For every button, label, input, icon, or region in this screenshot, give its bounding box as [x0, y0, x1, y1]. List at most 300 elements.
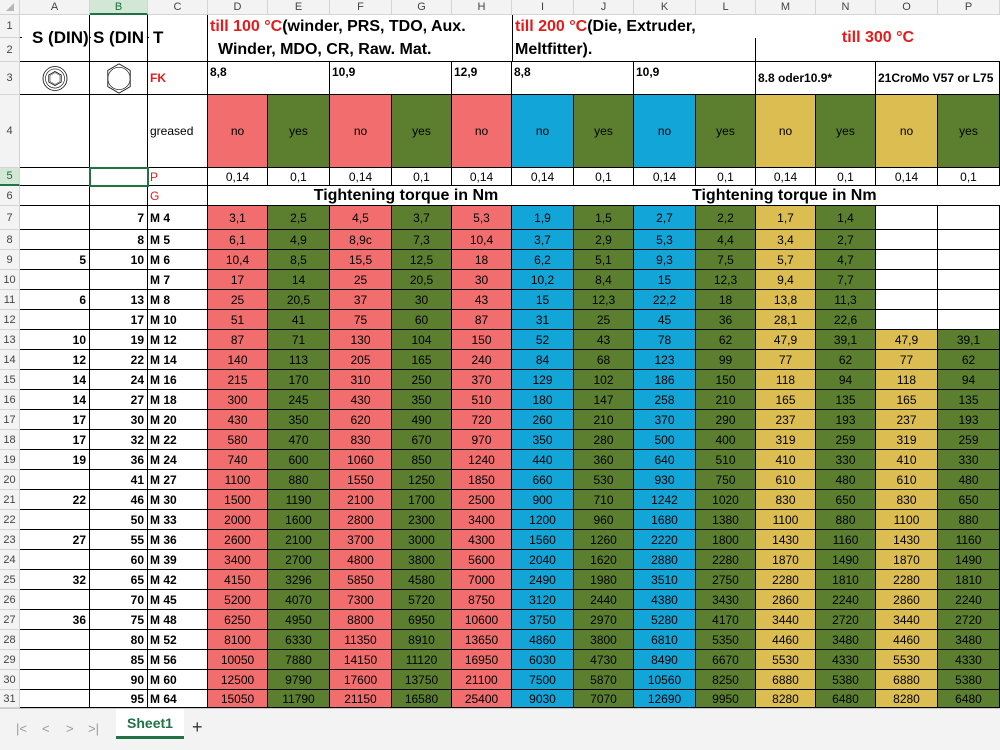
column-header-n[interactable]: N [816, 0, 876, 15]
torque-value[interactable]: 13,8 [756, 290, 816, 310]
row-header-15[interactable]: 15 [0, 370, 20, 390]
torque-value[interactable]: 39,1 [816, 330, 876, 350]
torque-value[interactable]: 9,3 [634, 250, 696, 270]
torque-value[interactable]: 245 [268, 390, 330, 410]
torque-value[interactable]: 319 [756, 430, 816, 450]
torque-value[interactable]: 130 [330, 330, 392, 350]
torque-value[interactable]: 3800 [574, 630, 634, 650]
torque-value[interactable]: 10600 [452, 610, 512, 630]
greased-value[interactable]: yes [696, 95, 756, 168]
torque-value[interactable]: 330 [938, 450, 1000, 470]
thread-size[interactable]: M 60 [148, 670, 208, 690]
table-a-value[interactable]: 32 [20, 570, 90, 590]
torque-value[interactable]: 2100 [330, 490, 392, 510]
table-b-value[interactable]: 32 [90, 430, 148, 450]
torque-value[interactable]: 15 [512, 290, 574, 310]
torque-value[interactable]: 2860 [876, 590, 938, 610]
thread-size[interactable]: M 39 [148, 550, 208, 570]
torque-value[interactable]: 830 [756, 490, 816, 510]
column-header-i[interactable]: I [512, 0, 574, 15]
torque-value[interactable]: 28,1 [756, 310, 816, 330]
torque-value[interactable]: 4460 [876, 630, 938, 650]
torque-value[interactable]: 4300 [452, 530, 512, 550]
thread-size[interactable]: M 52 [148, 630, 208, 650]
torque-value[interactable]: 165 [392, 350, 452, 370]
torque-value[interactable]: 4730 [574, 650, 634, 670]
table-a-value[interactable]: 36 [20, 610, 90, 630]
torque-value[interactable]: 2220 [634, 530, 696, 550]
row-header-10[interactable]: 10 [0, 270, 20, 290]
torque-value[interactable]: 118 [876, 370, 938, 390]
torque-value[interactable]: 47,9 [876, 330, 938, 350]
greased-value[interactable]: yes [268, 95, 330, 168]
greased-label[interactable]: greased [148, 95, 208, 168]
p-value[interactable]: 0,14 [452, 168, 512, 186]
thread-size[interactable]: M 30 [148, 490, 208, 510]
greased-value[interactable]: no [756, 95, 816, 168]
torque-value[interactable]: 123 [634, 350, 696, 370]
torque-value[interactable]: 8,9c [330, 230, 392, 250]
table-a-value[interactable]: 17 [20, 410, 90, 430]
torque-value[interactable]: 1560 [512, 530, 574, 550]
torque-value[interactable]: 11350 [330, 630, 392, 650]
torque-value[interactable]: 530 [574, 470, 634, 490]
torque-value[interactable]: 5530 [756, 650, 816, 670]
torque-value[interactable]: 15 [634, 270, 696, 290]
torque-value[interactable]: 5380 [816, 670, 876, 690]
row-header-11[interactable]: 11 [0, 290, 20, 310]
torque-value[interactable] [938, 310, 1000, 330]
torque-value[interactable]: 21100 [452, 670, 512, 690]
torque-value[interactable]: 6950 [392, 610, 452, 630]
torque-value[interactable]: 3480 [816, 630, 876, 650]
table-b-value[interactable]: 10 [90, 250, 148, 270]
torque-value[interactable]: 7880 [268, 650, 330, 670]
torque-value[interactable]: 8,5 [268, 250, 330, 270]
torque-value[interactable]: 7,3 [392, 230, 452, 250]
p-label[interactable]: P [148, 168, 208, 186]
torque-value[interactable]: 330 [816, 450, 876, 470]
torque-value[interactable]: 13750 [392, 670, 452, 690]
torque-value[interactable]: 45 [634, 310, 696, 330]
torque-value[interactable]: 1020 [696, 490, 756, 510]
torque-value[interactable]: 20,5 [392, 270, 452, 290]
thread-size[interactable]: M 20 [148, 410, 208, 430]
torque-value[interactable]: 3750 [512, 610, 574, 630]
torque-value[interactable]: 2,5 [268, 206, 330, 230]
torque-value[interactable]: 11790 [268, 690, 330, 708]
row-header-27[interactable]: 27 [0, 610, 20, 630]
torque-value[interactable]: 4860 [512, 630, 574, 650]
torque-value[interactable]: 4170 [696, 610, 756, 630]
torque-value[interactable]: 9950 [696, 690, 756, 708]
torque-value[interactable]: 165 [756, 390, 816, 410]
torque-value[interactable]: 9790 [268, 670, 330, 690]
torque-value[interactable]: 1810 [938, 570, 1000, 590]
p-value[interactable]: 0,1 [696, 168, 756, 186]
table-b-value[interactable]: 95 [90, 690, 148, 708]
torque-value[interactable]: 2800 [330, 510, 392, 530]
torque-value[interactable]: 490 [392, 410, 452, 430]
row-header-9[interactable]: 9 [0, 250, 20, 270]
torque-value[interactable]: 7,5 [696, 250, 756, 270]
torque-value[interactable]: 280 [574, 430, 634, 450]
thread-size[interactable]: M 27 [148, 470, 208, 490]
torque-value[interactable]: 3296 [268, 570, 330, 590]
torque-value[interactable]: 1850 [452, 470, 512, 490]
torque-value[interactable]: 1,5 [574, 206, 634, 230]
row-header-21[interactable]: 21 [0, 490, 20, 510]
torque-value[interactable]: 1160 [816, 530, 876, 550]
torque-value[interactable]: 18 [696, 290, 756, 310]
torque-value[interactable]: 3,4 [756, 230, 816, 250]
table-a-value[interactable]: 14 [20, 390, 90, 410]
add-sheet-button[interactable]: + [192, 717, 203, 737]
torque-value[interactable]: 36 [696, 310, 756, 330]
thread-size[interactable]: M 6 [148, 250, 208, 270]
torque-value[interactable]: 2,2 [696, 206, 756, 230]
torque-value[interactable]: 2300 [392, 510, 452, 530]
torque-value[interactable]: 580 [208, 430, 268, 450]
torque-value[interactable]: 6,2 [512, 250, 574, 270]
torque-value[interactable]: 2,7 [634, 206, 696, 230]
torque-value[interactable] [876, 290, 938, 310]
row-header-30[interactable]: 30 [0, 670, 20, 690]
torque-value[interactable]: 880 [938, 510, 1000, 530]
thread-size[interactable]: M 4 [148, 206, 208, 230]
torque-value[interactable]: 87 [208, 330, 268, 350]
row-header-26[interactable]: 26 [0, 590, 20, 610]
torque-value[interactable]: 5850 [330, 570, 392, 590]
torque-value[interactable]: 259 [816, 430, 876, 450]
torque-value[interactable]: 31 [512, 310, 574, 330]
torque-value[interactable]: 77 [756, 350, 816, 370]
torque-value[interactable] [938, 270, 1000, 290]
torque-value[interactable]: 2720 [816, 610, 876, 630]
torque-value[interactable]: 3000 [392, 530, 452, 550]
torque-value[interactable]: 180 [512, 390, 574, 410]
table-a-value[interactable] [20, 470, 90, 490]
torque-value[interactable]: 12,3 [574, 290, 634, 310]
torque-value[interactable]: 118 [756, 370, 816, 390]
torque-value[interactable]: 650 [938, 490, 1000, 510]
torque-value[interactable]: 102 [574, 370, 634, 390]
thread-size[interactable]: M 56 [148, 650, 208, 670]
torque-value[interactable]: 360 [574, 450, 634, 470]
torque-value[interactable]: 205 [330, 350, 392, 370]
first-sheet-button[interactable]: |< [16, 721, 27, 736]
torque-value[interactable]: 710 [574, 490, 634, 510]
torque-value[interactable]: 43 [452, 290, 512, 310]
torque-value[interactable]: 9030 [512, 690, 574, 708]
torque-value[interactable]: 237 [876, 410, 938, 430]
torque-value[interactable] [876, 206, 938, 230]
torque-value[interactable]: 1200 [512, 510, 574, 530]
torque-value[interactable]: 1500 [208, 490, 268, 510]
thread-size[interactable]: M 5 [148, 230, 208, 250]
torque-value[interactable]: 2880 [634, 550, 696, 570]
torque-value[interactable]: 17 [208, 270, 268, 290]
cell[interactable] [20, 168, 90, 186]
torque-value[interactable]: 3510 [634, 570, 696, 590]
table-b-value[interactable]: 22 [90, 350, 148, 370]
table-a-value[interactable] [20, 670, 90, 690]
torque-value[interactable]: 15,5 [330, 250, 392, 270]
torque-value[interactable]: 47,9 [756, 330, 816, 350]
torque-value[interactable] [938, 250, 1000, 270]
torque-value[interactable]: 1800 [696, 530, 756, 550]
table-b-value[interactable]: 19 [90, 330, 148, 350]
torque-value[interactable]: 1100 [876, 510, 938, 530]
torque-value[interactable]: 5870 [574, 670, 634, 690]
torque-value[interactable]: 10,2 [512, 270, 574, 290]
row-header-20[interactable]: 20 [0, 470, 20, 490]
torque-value[interactable]: 75 [330, 310, 392, 330]
greased-value[interactable]: no [208, 95, 268, 168]
row-header-25[interactable]: 25 [0, 570, 20, 590]
torque-value[interactable]: 8800 [330, 610, 392, 630]
torque-value[interactable] [876, 310, 938, 330]
torque-value[interactable]: 2240 [816, 590, 876, 610]
torque-value[interactable]: 2040 [512, 550, 574, 570]
torque-value[interactable]: 13650 [452, 630, 512, 650]
thread-size[interactable]: M 42 [148, 570, 208, 590]
table-b-value[interactable]: 55 [90, 530, 148, 550]
p-value[interactable]: 0,14 [330, 168, 392, 186]
torque-value[interactable]: 4070 [268, 590, 330, 610]
table-b-value[interactable]: 65 [90, 570, 148, 590]
torque-value[interactable]: 3,7 [512, 230, 574, 250]
greased-value[interactable]: no [876, 95, 938, 168]
torque-value[interactable]: 290 [696, 410, 756, 430]
column-header-f[interactable]: F [330, 0, 392, 15]
p-value[interactable]: 0,1 [938, 168, 1000, 186]
torque-value[interactable]: 12500 [208, 670, 268, 690]
row-header-29[interactable]: 29 [0, 650, 20, 670]
table-a-value[interactable]: 14 [20, 370, 90, 390]
torque-value[interactable]: 370 [452, 370, 512, 390]
torque-value[interactable]: 4,9 [268, 230, 330, 250]
row-header-24[interactable]: 24 [0, 550, 20, 570]
thread-size[interactable]: M 14 [148, 350, 208, 370]
torque-value[interactable]: 830 [330, 430, 392, 450]
torque-value[interactable]: 210 [696, 390, 756, 410]
torque-value[interactable]: 16950 [452, 650, 512, 670]
torque-value[interactable]: 5530 [876, 650, 938, 670]
torque-value[interactable]: 610 [876, 470, 938, 490]
torque-value[interactable]: 2000 [208, 510, 268, 530]
column-header-m[interactable]: M [756, 0, 816, 15]
torque-value[interactable]: 1620 [574, 550, 634, 570]
row-header-31[interactable]: 31 [0, 690, 20, 708]
torque-value[interactable]: 11,3 [816, 290, 876, 310]
torque-value[interactable]: 12,5 [392, 250, 452, 270]
thread-size[interactable]: M 24 [148, 450, 208, 470]
torque-value[interactable]: 930 [634, 470, 696, 490]
greased-value[interactable]: no [452, 95, 512, 168]
torque-value[interactable]: 12,3 [696, 270, 756, 290]
torque-value[interactable]: 5,7 [756, 250, 816, 270]
p-value[interactable]: 0,14 [756, 168, 816, 186]
torque-value[interactable]: 640 [634, 450, 696, 470]
torque-value[interactable]: 8910 [392, 630, 452, 650]
torque-value[interactable]: 720 [452, 410, 512, 430]
torque-value[interactable]: 6880 [756, 670, 816, 690]
torque-value[interactable]: 3,1 [208, 206, 268, 230]
column-header-c[interactable]: C [148, 0, 208, 15]
torque-value[interactable]: 2490 [512, 570, 574, 590]
torque-value[interactable]: 20,5 [268, 290, 330, 310]
torque-value[interactable]: 970 [452, 430, 512, 450]
thread-size[interactable]: M 64 [148, 690, 208, 708]
torque-value[interactable]: 1242 [634, 490, 696, 510]
torque-value[interactable]: 1,4 [816, 206, 876, 230]
torque-value[interactable]: 1680 [634, 510, 696, 530]
torque-value[interactable]: 7070 [574, 690, 634, 708]
torque-value[interactable]: 310 [330, 370, 392, 390]
torque-value[interactable]: 3120 [512, 590, 574, 610]
torque-value[interactable]: 650 [816, 490, 876, 510]
torque-value[interactable]: 18 [452, 250, 512, 270]
torque-value[interactable]: 5380 [938, 670, 1000, 690]
torque-value[interactable]: 1870 [876, 550, 938, 570]
torque-value[interactable]: 440 [512, 450, 574, 470]
torque-value[interactable]: 140 [208, 350, 268, 370]
torque-value[interactable]: 3,7 [392, 206, 452, 230]
torque-value[interactable]: 4380 [634, 590, 696, 610]
table-a-value[interactable]: 6 [20, 290, 90, 310]
torque-value[interactable]: 147 [574, 390, 634, 410]
sheet-tab-sheet1[interactable]: Sheet1 [116, 709, 184, 739]
torque-value[interactable]: 1100 [756, 510, 816, 530]
p-value[interactable]: 0,1 [268, 168, 330, 186]
column-header-j[interactable]: J [574, 0, 634, 15]
torque-value[interactable]: 470 [268, 430, 330, 450]
torque-value[interactable]: 21150 [330, 690, 392, 708]
torque-value[interactable]: 2860 [756, 590, 816, 610]
torque-value[interactable]: 1870 [756, 550, 816, 570]
torque-value[interactable]: 25 [330, 270, 392, 290]
torque-value[interactable]: 400 [696, 430, 756, 450]
torque-value[interactable]: 4330 [816, 650, 876, 670]
greased-value[interactable]: yes [574, 95, 634, 168]
torque-value[interactable]: 6880 [876, 670, 938, 690]
torque-value[interactable]: 1,9 [512, 206, 574, 230]
column-header-k[interactable]: K [634, 0, 696, 15]
active-cell-selection[interactable] [89, 167, 149, 187]
table-a-value[interactable]: 17 [20, 430, 90, 450]
torque-value[interactable]: 410 [876, 450, 938, 470]
torque-value[interactable]: 2240 [938, 590, 1000, 610]
torque-value[interactable]: 84 [512, 350, 574, 370]
torque-value[interactable]: 610 [756, 470, 816, 490]
p-value[interactable]: 0,14 [512, 168, 574, 186]
select-all-triangle-icon[interactable] [0, 0, 20, 15]
table-b-value[interactable]: 8 [90, 230, 148, 250]
torque-value[interactable]: 41 [268, 310, 330, 330]
torque-value[interactable]: 740 [208, 450, 268, 470]
torque-value[interactable]: 186 [634, 370, 696, 390]
torque-value[interactable]: 113 [268, 350, 330, 370]
row-header-14[interactable]: 14 [0, 350, 20, 370]
torque-value[interactable]: 78 [634, 330, 696, 350]
torque-value[interactable]: 4,5 [330, 206, 392, 230]
torque-value[interactable]: 14 [268, 270, 330, 290]
torque-value[interactable]: 2,9 [574, 230, 634, 250]
table-b-value[interactable]: 36 [90, 450, 148, 470]
torque-value[interactable]: 60 [392, 310, 452, 330]
torque-value[interactable]: 12690 [634, 690, 696, 708]
torque-value[interactable]: 25 [208, 290, 268, 310]
row-header-2[interactable]: 2 [0, 38, 20, 62]
table-b-value[interactable]: 13 [90, 290, 148, 310]
torque-value[interactable]: 215 [208, 370, 268, 390]
torque-value[interactable]: 25 [574, 310, 634, 330]
torque-value[interactable]: 3400 [452, 510, 512, 530]
torque-value[interactable]: 350 [392, 390, 452, 410]
table-b-value[interactable]: 24 [90, 370, 148, 390]
torque-value[interactable]: 8250 [696, 670, 756, 690]
torque-value[interactable]: 2100 [268, 530, 330, 550]
torque-value[interactable]: 11120 [392, 650, 452, 670]
torque-value[interactable]: 4,4 [696, 230, 756, 250]
torque-value[interactable]: 3480 [938, 630, 1000, 650]
torque-value[interactable]: 300 [208, 390, 268, 410]
torque-value[interactable]: 900 [512, 490, 574, 510]
table-a-value[interactable] [20, 690, 90, 708]
torque-value[interactable]: 259 [938, 430, 1000, 450]
torque-value[interactable]: 30 [392, 290, 452, 310]
torque-value[interactable]: 30 [452, 270, 512, 290]
table-b-value[interactable]: 50 [90, 510, 148, 530]
thread-size[interactable]: M 12 [148, 330, 208, 350]
torque-value[interactable]: 1550 [330, 470, 392, 490]
torque-value[interactable]: 22,2 [634, 290, 696, 310]
torque-value[interactable]: 17600 [330, 670, 392, 690]
torque-value[interactable]: 240 [452, 350, 512, 370]
column-header-l[interactable]: L [696, 0, 756, 15]
torque-value[interactable]: 87 [452, 310, 512, 330]
torque-value[interactable]: 10,4 [208, 250, 268, 270]
table-b-value[interactable]: 75 [90, 610, 148, 630]
torque-value[interactable]: 500 [634, 430, 696, 450]
table-a-value[interactable] [20, 550, 90, 570]
greased-value[interactable]: no [512, 95, 574, 168]
torque-value[interactable]: 94 [938, 370, 1000, 390]
p-value[interactable]: 0,14 [876, 168, 938, 186]
torque-value[interactable] [938, 290, 1000, 310]
table-a-value[interactable] [20, 310, 90, 330]
torque-value[interactable]: 3430 [696, 590, 756, 610]
torque-value[interactable]: 850 [392, 450, 452, 470]
row-header-6[interactable]: 6 [0, 186, 20, 206]
table-b-value[interactable]: 46 [90, 490, 148, 510]
torque-value[interactable]: 8750 [452, 590, 512, 610]
thread-size[interactable]: M 10 [148, 310, 208, 330]
torque-value[interactable]: 193 [938, 410, 1000, 430]
row-header-13[interactable]: 13 [0, 330, 20, 350]
torque-value[interactable] [876, 250, 938, 270]
thread-size[interactable]: M 22 [148, 430, 208, 450]
torque-value[interactable]: 1,7 [756, 206, 816, 230]
torque-value[interactable]: 10050 [208, 650, 268, 670]
torque-value[interactable]: 8280 [756, 690, 816, 708]
torque-value[interactable]: 22,6 [816, 310, 876, 330]
table-b-value[interactable]: 80 [90, 630, 148, 650]
torque-value[interactable] [938, 230, 1000, 250]
column-header-d[interactable]: D [208, 0, 268, 15]
table-b-value[interactable]: 7 [90, 206, 148, 230]
